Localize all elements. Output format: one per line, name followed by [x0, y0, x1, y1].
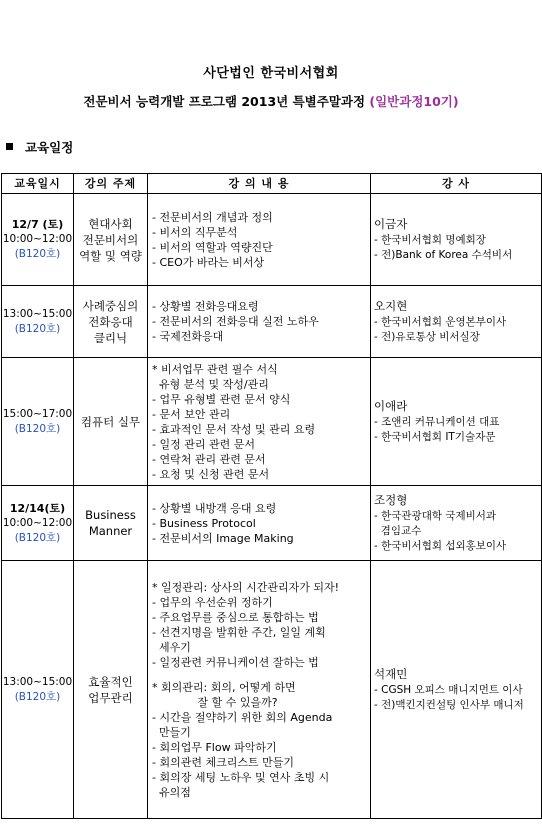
content-line: - 회의장 세팅 노하우 및 연사 초빙 시 — [152, 770, 330, 784]
header-instructor: 강 사 — [371, 174, 542, 194]
content-line: - 주요업무를 중심으로 통합하는 법 — [152, 610, 319, 624]
topic-line: 사례중심의 — [82, 298, 139, 313]
topic-line: 역할 및 역량 — [79, 248, 142, 263]
session-time: 10:00~12:00 — [2, 516, 73, 529]
content-line: - 효과적인 문서 작성 및 관리 요령 — [152, 422, 316, 436]
instructor-detail: - 전)맥킨지컨설팅 인사부 매니저 — [374, 699, 524, 711]
header-content: 강 의 내 용 — [148, 174, 371, 194]
topic-line: 업무관리 — [88, 690, 133, 705]
instructor-name: 석재민 — [374, 667, 408, 681]
topic-line: 효율적인 — [88, 674, 133, 689]
table-row — [2, 358, 542, 486]
content-line: - 업무 유형별 관련 문서 양식 — [152, 392, 291, 406]
session-time: 13:00~15:00 — [2, 675, 73, 688]
content-line: - 문서 보안 관리 — [152, 407, 231, 421]
instructor-name: 조정형 — [374, 493, 408, 507]
table-row — [2, 561, 542, 819]
content-line: - 연락처 관리 관련 문서 — [152, 452, 266, 466]
session-room: (B120호) — [14, 422, 61, 435]
topic-cell — [74, 286, 148, 358]
content-cell — [148, 561, 371, 819]
content-line: - 회의업무 Flow 파악하기 — [152, 740, 277, 754]
content-line: - Business Protocol — [152, 516, 256, 530]
content-line: 세우기 — [152, 640, 191, 654]
schedule-cell — [2, 358, 74, 486]
content-cell — [148, 358, 371, 486]
content-line: - 상황별 전화응대요령 — [152, 300, 259, 313]
instructor-name: 이애라 — [374, 399, 408, 413]
topic-line: 전문비서의 — [82, 232, 139, 247]
organization-title: 사단법인 한국비서협회 — [203, 66, 339, 81]
topic-cell — [74, 486, 148, 561]
content-line: 유의점 — [152, 785, 191, 799]
content-line: - 일정관련 커뮤니케이션 잘하는 법 — [152, 655, 319, 669]
table-row — [2, 486, 542, 561]
instructor-cell — [371, 561, 542, 819]
content-line: 유형 분석 및 작성/관리 — [152, 377, 269, 391]
instructor-detail: - 전)Bank of Korea 수석비서 — [374, 249, 513, 261]
instructor-detail: - 한국비서협회 운영본부이사 — [374, 316, 507, 328]
session-date: 12/7 (토) — [11, 218, 64, 231]
instructor-cell — [371, 358, 542, 486]
content-line: - 요청 및 신청 관련 문서 — [152, 467, 270, 481]
content-line: - 전문비서의 전화응대 실전 노하우 — [152, 315, 319, 328]
table-row — [2, 194, 542, 286]
session-room: (B120호) — [14, 690, 61, 703]
content-cell — [148, 486, 371, 561]
content-line: - CEO가 바라는 비서상 — [152, 255, 265, 269]
content-line: - 전문비서의 개념과 정의 — [152, 210, 273, 224]
session-time: 15:00~17:00 — [2, 407, 73, 420]
content-line: - 비서의 직무분석 — [152, 225, 238, 239]
schedule-table — [1, 173, 542, 819]
program-name: 전문비서 능력개발 프로그램 2013년 특별주말과정 — [83, 94, 366, 109]
course-tag: (일반과정10기) — [369, 94, 459, 109]
instructor-detail: - 전)유로통상 비서실장 — [374, 331, 480, 343]
topic-line: Manner — [88, 524, 133, 538]
header-topic: 강의 주제 — [74, 174, 148, 194]
instructor-cell — [371, 286, 542, 358]
content-cell — [148, 194, 371, 286]
content-line: - 전문비서의 Image Making — [152, 531, 294, 545]
instructor-name: 오지현 — [374, 299, 408, 313]
table-row — [2, 286, 542, 358]
header-date: 교육일시 — [2, 174, 74, 194]
content-line: - 업무의 우선순위 정하기 — [152, 595, 273, 609]
topic-cell — [74, 358, 148, 486]
topic-line: 클리닉 — [93, 330, 128, 345]
instructor-cell — [371, 486, 542, 561]
instructor-detail: - 한국비서협회 섭외홍보이사 — [374, 540, 507, 552]
session-room: (B120호) — [14, 531, 61, 544]
program-subtitle — [0, 92, 542, 110]
content-line: - 일정 관리 관련 문서 — [152, 437, 255, 451]
topic-line: 컴퓨터 실무 — [80, 414, 141, 429]
content-line: - 상황별 내방객 응대 요령 — [152, 501, 277, 515]
content-line: * 비서업무 관련 필수 서식 — [152, 362, 278, 376]
content-line: - 회의관련 체크리스트 만들기 — [152, 755, 294, 769]
content-line — [152, 670, 366, 680]
session-room: (B120호) — [14, 248, 61, 260]
session-date: 12/14(토) — [9, 501, 66, 515]
topic-line: 전화응대 — [88, 314, 133, 329]
content-line: - 시간을 절약하기 위한 회의 Agenda — [152, 710, 333, 724]
instructor-name: 이금자 — [374, 217, 408, 231]
instructor-detail: 겸임교수 — [374, 525, 422, 537]
content-line: 잘 할 수 있을까? — [152, 695, 278, 709]
content-line: * 일정관리: 상사의 시간관리자가 되자! — [152, 580, 339, 594]
schedule-cell — [2, 194, 74, 286]
schedule-cell — [2, 486, 74, 561]
section-title: 교육일정 — [25, 140, 74, 155]
content-line: - 국제전화응대 — [152, 330, 224, 343]
table-header-row — [2, 174, 542, 194]
topic-cell — [74, 561, 148, 819]
content-line: 만들기 — [152, 725, 191, 739]
topic-cell — [74, 194, 148, 286]
instructor-detail: - 한국비서협회 명예회장 — [374, 234, 486, 246]
schedule-cell — [2, 286, 74, 358]
instructor-cell — [371, 194, 542, 286]
session-room: (B120호) — [14, 322, 61, 335]
content-line: - 비서의 역할과 역량진단 — [152, 240, 273, 254]
section-heading — [6, 138, 73, 156]
topic-line: Business — [85, 508, 136, 522]
content-cell — [148, 286, 371, 358]
instructor-detail: - 한국비서협회 IT기술자문 — [374, 431, 496, 443]
topic-line: 현대사회 — [88, 216, 133, 231]
instructor-detail: - 조앤리 커뮤니케이션 대표 — [374, 416, 500, 428]
schedule-cell — [2, 561, 74, 819]
content-line: - 선견지명을 발휘한 주간, 일일 계획 — [152, 625, 326, 639]
content-line: * 회의관리: 회의, 어떻게 하면 — [152, 680, 296, 694]
instructor-detail: - CGSH 오피스 매니지먼트 이사 — [374, 684, 523, 696]
session-time: 13:00~15:00 — [2, 307, 73, 320]
instructor-detail: - 한국관광대학 국제비서과 — [374, 510, 497, 522]
session-time: 10:00~12:00 — [2, 233, 73, 245]
square-bullet-icon — [6, 143, 13, 150]
